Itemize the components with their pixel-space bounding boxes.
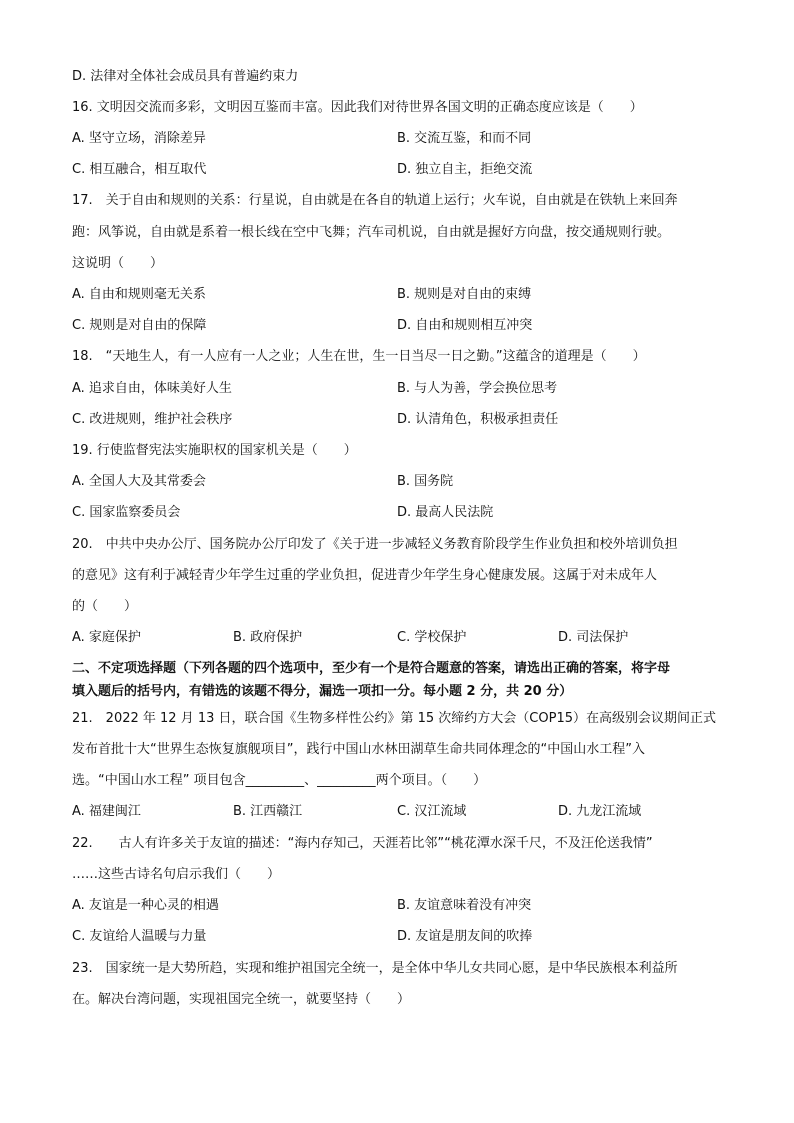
q22-option-b: B. 友谊意味着没有冲突 [397, 898, 532, 913]
section-2-heading-line1: 二、不定项选择题（下列各题的四个选项中，至少有一个是符合题意的答案，请选出正确的答案，将字母 [72, 661, 671, 676]
question-17-line2: 跑：风筝说，自由就是系着一根长线在空中飞舞；汽车司机说，自由就是握好方向盘，按交通规则行驶。 [72, 225, 671, 240]
q21-option-a: A. 福建闽江 [72, 804, 141, 819]
q17-option-d: D. 自由和规则相互冲突 [397, 318, 533, 333]
q21-option-d: D. 九龙江流域 [558, 804, 642, 819]
question-21-line1: 21. 2022 年 12 月 13 日，联合国《生物多样性公约》第 15 次缔约方大会（COP15）在高级别会议期间正式 [72, 711, 717, 726]
q16-option-c: C. 相互融合，相互取代 [72, 162, 207, 177]
q16-option-d: D. 独立自主，拒绝交流 [397, 162, 533, 177]
question-17-line3: 这说明（ ） [72, 256, 164, 271]
question-20-line1: 20. 中共中央办公厅、国务院办公厅印发了《关于进一步减轻义务教育阶段学生作业负担和校外培训负担 [72, 537, 678, 552]
question-19: 19. 行使监督宪法实施职权的国家机关是（ ） [72, 443, 357, 458]
q19-option-a: A. 全国人大及其常委会 [72, 474, 206, 489]
q19-option-b: B. 国务院 [397, 474, 454, 489]
question-23-line2: 在。解决台湾问题，实现祖国完全统一，就要坚持（ ） [72, 992, 411, 1007]
q18-option-b: B. 与人为善，学会换位思考 [397, 381, 558, 396]
question-18: 18. “天地生人，有一人应有一人之业；人生在世，生一日当尽一日之勤。”这蕴含的道理是（ ） [72, 349, 646, 364]
q20-option-a: A. 家庭保护 [72, 630, 141, 645]
q20-option-c: C. 学校保护 [397, 630, 467, 645]
q20-option-b: B. 政府保护 [233, 630, 303, 645]
q20-option-d: D. 司法保护 [558, 630, 629, 645]
question-17-line1: 17. 关于自由和规则的关系：行星说，自由就是在各自的轨道上运行；火车说，自由就是在铁轨上来回奔 [72, 193, 678, 208]
question-21-line3: 选。“中国山水工程” 项目包含_________、_________两个项目。（ ） [72, 773, 487, 788]
question-22-line2: ……这些古诗名句启示我们（ ） [72, 867, 281, 882]
q17-option-b: B. 规则是对自由的束缚 [397, 287, 532, 302]
q16-option-a: A. 坚守立场，消除差异 [72, 131, 206, 146]
option-d-prev: D. 法律对全体社会成员具有普遍约束力 [72, 69, 299, 84]
section-2-heading-line2: 填入题后的括号内，有错选的该题不得分，漏选一项扣一分。每小题 2 分，共 20 分） [72, 684, 573, 699]
question-22-line1: 22. 古人有许多关于友谊的描述：“海内存知己，天涯若比邻”“桃花潭水深千尺，不及汪伦送我情” [72, 836, 653, 851]
question-20-line2: 的意见》这有利于减轻青少年学生过重的学业负担，促进青少年学生身心健康发展。这属于对未成年人 [72, 568, 658, 583]
q21-option-c: C. 汉江流域 [397, 804, 467, 819]
q18-option-d: D. 认清角色，积极承担责任 [397, 412, 559, 427]
question-23-line1: 23. 国家统一是大势所趋，实现和维护祖国完全统一，是全体中华儿女共同心愿，是中华民族根本利益所 [72, 961, 678, 976]
q18-option-c: C. 改进规则，维护社会秩序 [72, 412, 233, 427]
question-16: 16. 文明因交流而多彩，文明因互鉴而丰富。因此我们对待世界各国文明的正确态度应该是（ ） [72, 100, 643, 115]
q22-option-d: D. 友谊是朋友间的吹捧 [397, 929, 533, 944]
q19-option-d: D. 最高人民法院 [397, 505, 494, 520]
q21-option-b: B. 江西赣江 [233, 804, 303, 819]
q19-option-c: C. 国家监察委员会 [72, 505, 181, 520]
question-21-line2: 发布首批十大“世界生态恢复旗舰项目”，践行中国山水林田湖草生命共同体理念的“中国山水工程”入 [72, 742, 645, 757]
q22-option-a: A. 友谊是一种心灵的相遇 [72, 898, 219, 913]
q18-option-a: A. 追求自由，体味美好人生 [72, 381, 232, 396]
question-20-line3: 的（ ） [72, 599, 138, 614]
q22-option-c: C. 友谊给人温暖与力量 [72, 929, 207, 944]
q17-option-c: C. 规则是对自由的保障 [72, 318, 207, 333]
q16-option-b: B. 交流互鉴，和而不同 [397, 131, 532, 146]
q17-option-a: A. 自由和规则毫无关系 [72, 287, 206, 302]
